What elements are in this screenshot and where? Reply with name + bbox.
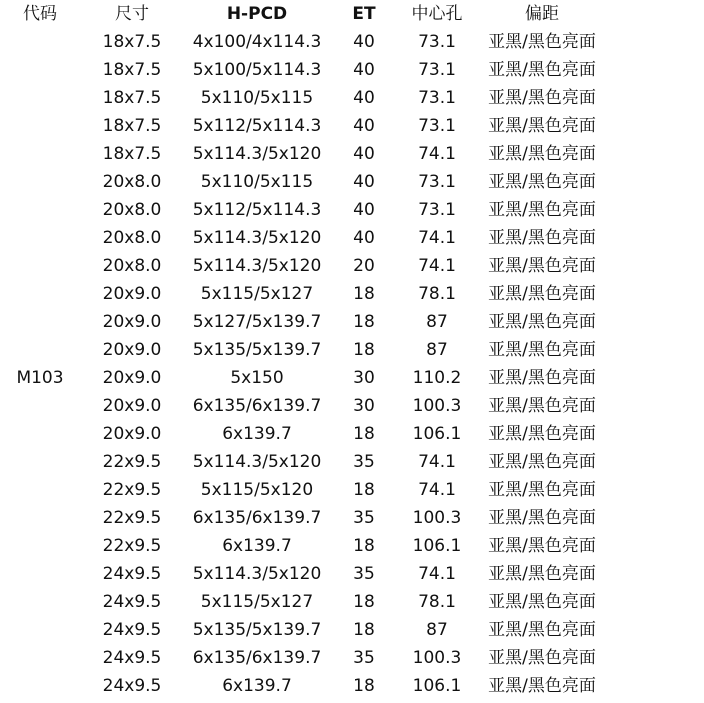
cell-et: 35 — [353, 508, 375, 528]
cell-size: 20x8.0 — [102, 200, 162, 220]
cell-et: 35 — [353, 564, 375, 584]
cell-et: 18 — [353, 592, 375, 612]
cell-pcd: 6x139.7 — [222, 424, 292, 444]
table-row — [0, 56, 704, 84]
table-row — [0, 476, 704, 504]
cell-et: 18 — [353, 536, 375, 556]
cell-pcd: 5x127/5x139.7 — [192, 312, 322, 332]
cell-et: 20 — [353, 256, 375, 276]
cell-pcd: 5x115/5x120 — [200, 480, 314, 500]
cell-pcd: 5x114.3/5x120 — [192, 228, 322, 248]
cell-finish: 亚黑/黑色亮面 — [488, 256, 596, 276]
table-row — [0, 588, 704, 616]
cell-et: 18 — [353, 312, 375, 332]
cell-et: 40 — [353, 228, 375, 248]
cell-pcd: 6x135/6x139.7 — [192, 508, 322, 528]
cell-size: 24x9.5 — [102, 676, 162, 696]
cell-center-bore: 74.1 — [418, 564, 456, 584]
cell-finish: 亚黑/黑色亮面 — [488, 60, 596, 80]
header-center-bore: 中心孔 — [411, 4, 463, 24]
cell-center-bore: 74.1 — [418, 228, 456, 248]
header-et: ET — [352, 4, 376, 24]
cell-size: 24x9.5 — [102, 620, 162, 640]
cell-et: 40 — [353, 88, 375, 108]
cell-center-bore: 100.3 — [412, 508, 462, 528]
header-finish: 偏距 — [525, 4, 559, 24]
cell-finish: 亚黑/黑色亮面 — [488, 564, 596, 584]
cell-finish: 亚黑/黑色亮面 — [488, 88, 596, 108]
cell-pcd: 5x112/5x114.3 — [192, 200, 322, 220]
cell-size: 20x9.0 — [102, 396, 162, 416]
cell-et: 35 — [353, 648, 375, 668]
cell-finish: 亚黑/黑色亮面 — [488, 508, 596, 528]
table-row — [0, 140, 704, 168]
cell-finish: 亚黑/黑色亮面 — [488, 284, 596, 304]
cell-pcd: 5x135/5x139.7 — [192, 340, 322, 360]
cell-size: 20x9.0 — [102, 284, 162, 304]
cell-center-bore: 74.1 — [418, 452, 456, 472]
cell-center-bore: 73.1 — [418, 200, 456, 220]
cell-center-bore: 73.1 — [418, 116, 456, 136]
cell-size: 18x7.5 — [102, 116, 162, 136]
cell-finish: 亚黑/黑色亮面 — [488, 200, 596, 220]
cell-finish: 亚黑/黑色亮面 — [488, 536, 596, 556]
cell-pcd: 5x115/5x127 — [200, 592, 314, 612]
cell-finish: 亚黑/黑色亮面 — [488, 312, 596, 332]
model-code: M103 — [16, 368, 64, 388]
cell-size: 18x7.5 — [102, 144, 162, 164]
cell-finish: 亚黑/黑色亮面 — [488, 32, 596, 52]
cell-center-bore: 106.1 — [412, 536, 462, 556]
cell-size: 20x8.0 — [102, 256, 162, 276]
cell-center-bore: 87 — [426, 312, 448, 332]
table-row — [0, 616, 704, 644]
cell-center-bore: 74.1 — [418, 256, 456, 276]
cell-center-bore: 87 — [426, 340, 448, 360]
table-row — [0, 112, 704, 140]
cell-size: 22x9.5 — [102, 508, 162, 528]
cell-center-bore: 73.1 — [418, 32, 456, 52]
cell-size: 20x9.0 — [102, 424, 162, 444]
cell-center-bore: 73.1 — [418, 172, 456, 192]
cell-size: 20x9.0 — [102, 340, 162, 360]
cell-finish: 亚黑/黑色亮面 — [488, 648, 596, 668]
cell-finish: 亚黑/黑色亮面 — [488, 424, 596, 444]
cell-et: 40 — [353, 172, 375, 192]
cell-size: 24x9.5 — [102, 592, 162, 612]
cell-size: 18x7.5 — [102, 88, 162, 108]
cell-pcd: 6x135/6x139.7 — [192, 396, 322, 416]
cell-pcd: 5x114.3/5x120 — [192, 144, 322, 164]
cell-pcd: 5x135/5x139.7 — [192, 620, 322, 640]
cell-pcd: 5x114.3/5x120 — [192, 452, 322, 472]
cell-size: 22x9.5 — [102, 480, 162, 500]
cell-pcd: 5x112/5x114.3 — [192, 116, 322, 136]
cell-et: 18 — [353, 676, 375, 696]
table-row — [0, 644, 704, 672]
table-row — [0, 308, 704, 336]
cell-size: 20x8.0 — [102, 228, 162, 248]
cell-size: 24x9.5 — [102, 648, 162, 668]
table-row — [0, 28, 704, 56]
table-row — [0, 84, 704, 112]
cell-et: 18 — [353, 424, 375, 444]
cell-pcd: 6x139.7 — [222, 536, 292, 556]
cell-size: 22x9.5 — [102, 536, 162, 556]
cell-size: 18x7.5 — [102, 60, 162, 80]
cell-center-bore: 73.1 — [418, 60, 456, 80]
table-row — [0, 224, 704, 252]
cell-center-bore: 78.1 — [418, 592, 456, 612]
cell-pcd: 6x135/6x139.7 — [192, 648, 322, 668]
cell-et: 40 — [353, 200, 375, 220]
table-row — [0, 504, 704, 532]
cell-et: 18 — [353, 340, 375, 360]
cell-finish: 亚黑/黑色亮面 — [488, 116, 596, 136]
cell-center-bore: 74.1 — [418, 144, 456, 164]
cell-finish: 亚黑/黑色亮面 — [488, 368, 596, 388]
cell-center-bore: 74.1 — [418, 480, 456, 500]
cell-finish: 亚黑/黑色亮面 — [488, 144, 596, 164]
cell-et: 30 — [353, 368, 375, 388]
cell-finish: 亚黑/黑色亮面 — [488, 620, 596, 640]
cell-center-bore: 100.3 — [412, 648, 462, 668]
cell-size: 22x9.5 — [102, 452, 162, 472]
cell-finish: 亚黑/黑色亮面 — [488, 592, 596, 612]
cell-size: 18x7.5 — [102, 32, 162, 52]
table-row — [0, 672, 704, 700]
cell-finish: 亚黑/黑色亮面 — [488, 228, 596, 248]
cell-pcd: 5x110/5x115 — [200, 172, 314, 192]
table-row — [0, 168, 704, 196]
table-row — [0, 252, 704, 280]
table-row — [0, 196, 704, 224]
cell-finish: 亚黑/黑色亮面 — [488, 172, 596, 192]
cell-size: 20x8.0 — [102, 172, 162, 192]
cell-et: 35 — [353, 452, 375, 472]
cell-et: 18 — [353, 284, 375, 304]
cell-finish: 亚黑/黑色亮面 — [488, 480, 596, 500]
cell-finish: 亚黑/黑色亮面 — [488, 340, 596, 360]
cell-pcd: 4x100/4x114.3 — [192, 32, 322, 52]
cell-et: 40 — [353, 144, 375, 164]
table-row — [0, 532, 704, 560]
cell-size: 20x9.0 — [102, 368, 162, 388]
cell-center-bore: 110.2 — [412, 368, 462, 388]
header-pcd: H-PCD — [226, 4, 288, 24]
header-row — [0, 0, 704, 28]
cell-pcd: 5x114.3/5x120 — [192, 256, 322, 276]
table-row — [0, 420, 704, 448]
cell-center-bore: 106.1 — [412, 676, 462, 696]
cell-et: 30 — [353, 396, 375, 416]
cell-size: 20x9.0 — [102, 312, 162, 332]
cell-finish: 亚黑/黑色亮面 — [488, 676, 596, 696]
cell-et: 40 — [353, 32, 375, 52]
cell-finish: 亚黑/黑色亮面 — [488, 396, 596, 416]
cell-center-bore: 73.1 — [418, 88, 456, 108]
cell-et: 40 — [353, 116, 375, 136]
table-row — [0, 280, 704, 308]
cell-center-bore: 100.3 — [412, 396, 462, 416]
cell-size: 24x9.5 — [102, 564, 162, 584]
cell-finish: 亚黑/黑色亮面 — [488, 452, 596, 472]
table-row — [0, 336, 704, 364]
cell-et: 18 — [353, 480, 375, 500]
table-row — [0, 560, 704, 588]
cell-pcd: 6x139.7 — [222, 676, 292, 696]
table-row — [0, 364, 704, 392]
table-row — [0, 392, 704, 420]
header-code: 代码 — [23, 4, 57, 24]
cell-pcd: 5x114.3/5x120 — [192, 564, 322, 584]
cell-center-bore: 78.1 — [418, 284, 456, 304]
cell-pcd: 5x115/5x127 — [200, 284, 314, 304]
table-row — [0, 448, 704, 476]
header-size: 尺寸 — [115, 4, 149, 24]
cell-center-bore: 106.1 — [412, 424, 462, 444]
cell-pcd: 5x100/5x114.3 — [192, 60, 322, 80]
cell-pcd: 5x150 — [230, 368, 284, 388]
cell-et: 18 — [353, 620, 375, 640]
cell-et: 40 — [353, 60, 375, 80]
cell-pcd: 5x110/5x115 — [200, 88, 314, 108]
cell-center-bore: 87 — [426, 620, 448, 640]
